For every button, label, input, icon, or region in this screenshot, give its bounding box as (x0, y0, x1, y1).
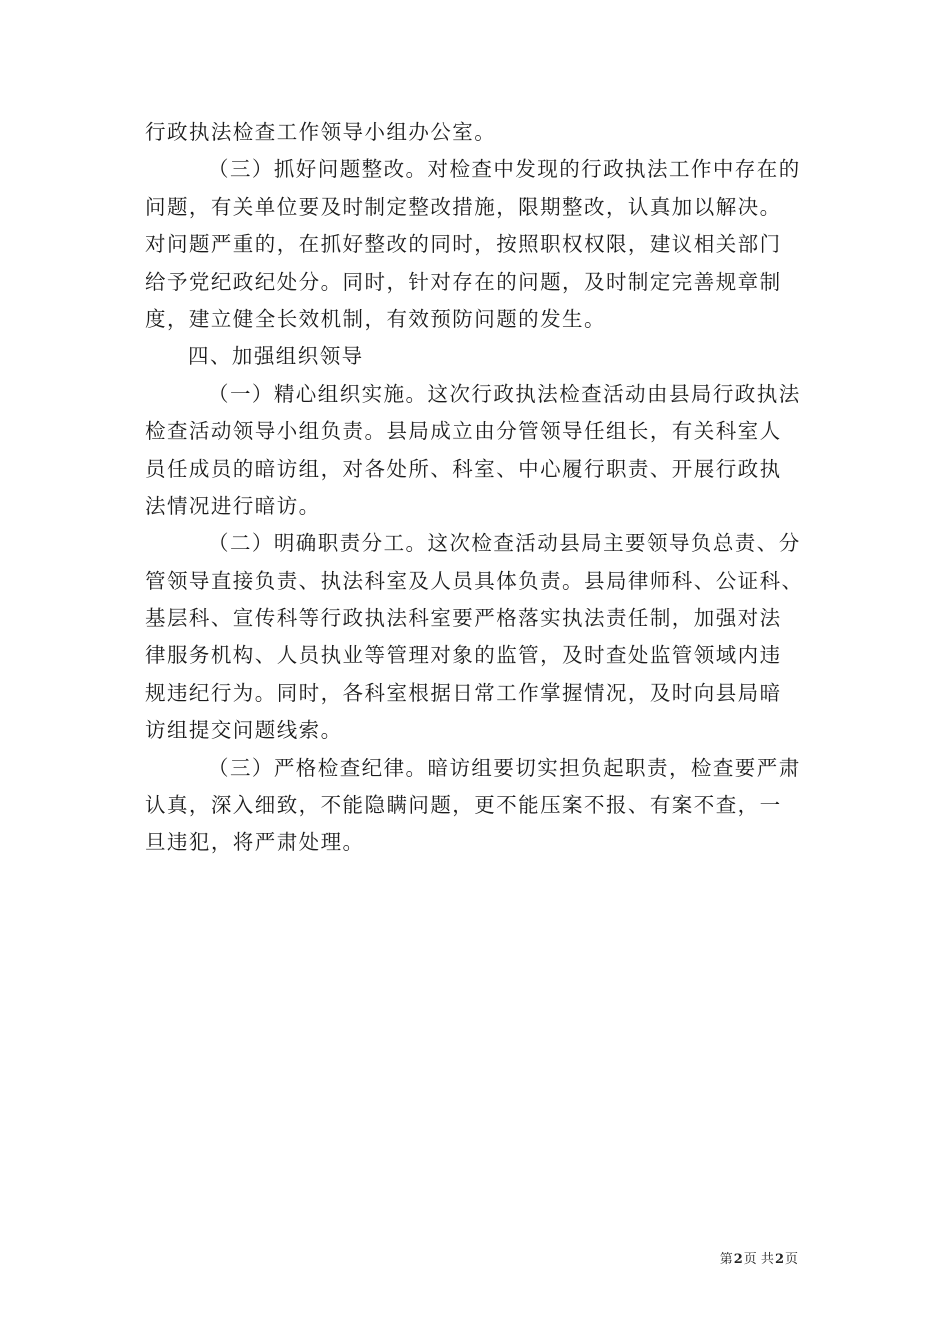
text-line: 员任成员的暗访组，对各处所、科室、中心履行职责、开展行政执 (145, 456, 782, 481)
text-line: 律服务机构、人员执业等管理对象的监管，及时查处监管领域内违 (145, 643, 782, 668)
text-line: 访组提交问题线索。 (145, 718, 343, 743)
paragraph-start-line: （三）抓好问题整改。对检查中发现的行政执法工作中存在的 (208, 157, 801, 182)
footer-middle: 页 共 (743, 1252, 774, 1267)
text-line: 给予党纪政纪处分。同时，针对存在的问题，及时制定完善规章制 (145, 269, 782, 294)
text-line: 认真，深入细致，不能隐瞒问题，更不能压案不报、有案不查，一 (145, 793, 782, 818)
text-line: 度，建立健全长效机制，有效预防问题的发生。 (145, 306, 606, 331)
section-heading: 四、加强组织领导 (188, 344, 364, 369)
paragraph-start-line: （一）精心组织实施。这次行政执法检查活动由县局行政执法 (208, 381, 801, 406)
footer-prefix: 第 (719, 1252, 733, 1267)
paragraph-start-line: （二）明确职责分工。这次检查活动县局主要领导负总责、分 (208, 531, 801, 556)
text-line: 规违纪行为。同时，各科室根据日常工作掌握情况，及时向县局暗 (145, 680, 782, 705)
text-line: 法情况进行暗访。 (145, 493, 321, 518)
text-line: 基层科、宣传科等行政执法科室要严格落实执法责任制，加强对法 (145, 606, 782, 631)
text-line: 行政执法检查工作领导小组办公室。 (145, 120, 497, 144)
document-body (145, 114, 817, 862)
text-line: 旦违犯，将严肃处理。 (145, 830, 365, 855)
page-number-footer (720, 1248, 798, 1267)
total-pages-number: 2 (774, 1252, 784, 1267)
text-line: 管领导直接负责、执法科室及人员具体负责。县局律师科、公证科、 (145, 568, 804, 593)
paragraph-start-line: （三）严格检查纪律。暗访组要切实担负起职责，检查要严肃 (208, 755, 801, 780)
text-line: 检查活动领导小组负责。县局成立由分管领导任组长，有关科室人 (145, 419, 782, 444)
current-page-number: 2 (733, 1252, 743, 1267)
text-line: 问题，有关单位要及时制定整改措施，限期整改，认真加以解决。 (145, 194, 782, 219)
footer-suffix: 页 (784, 1252, 798, 1267)
text-line: 对问题严重的，在抓好整改的同时，按照职权权限，建议相关部门 (145, 232, 782, 257)
